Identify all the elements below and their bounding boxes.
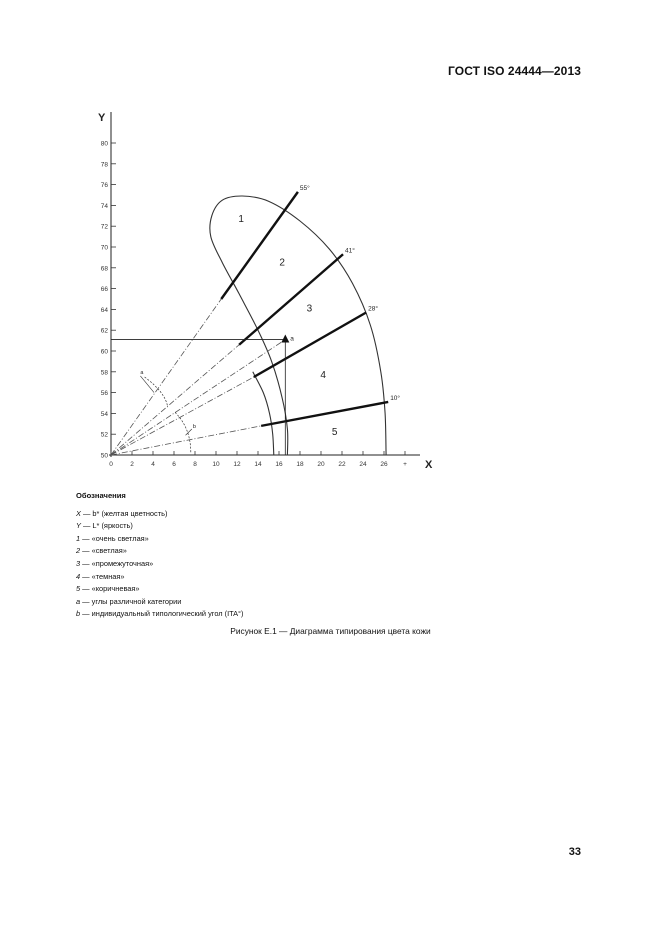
legend-text: — индивидуальный типологический угол (ITA°) [80, 609, 244, 619]
legend-items [76, 508, 243, 621]
legend-text: — «темная» [80, 571, 125, 581]
y-tick-label: 78 [100, 161, 108, 169]
category-label: 4 [320, 370, 326, 382]
y-tick-label: 60 [100, 348, 108, 356]
angle-boundary-line [221, 192, 298, 299]
legend-item [76, 520, 243, 533]
x-tick-label: 0 [109, 461, 113, 468]
inner-boundary-curve [253, 372, 274, 455]
y-tick-label: 72 [100, 223, 108, 231]
angle-arc-a [145, 377, 168, 407]
x-tick-label: 14 [254, 461, 262, 468]
legend-item [76, 583, 243, 596]
x-tick-label: 16 [275, 461, 283, 468]
y-tick-label: 56 [100, 390, 108, 398]
angle-mark-label: a [140, 369, 144, 376]
legend-symbol: 3 [76, 558, 81, 568]
legend-item [76, 533, 243, 546]
legend-symbol: a [76, 596, 81, 606]
angle-boundary-line [239, 254, 343, 344]
category-label: 2 [279, 257, 285, 269]
legend-text: — «коричневая» [80, 584, 140, 594]
y-tick-label: 68 [100, 265, 108, 273]
category-boundaries [210, 196, 386, 455]
y-tick-label: 50 [100, 452, 108, 460]
x-tick-label: 18 [296, 461, 304, 468]
y-tick-label: 74 [100, 202, 108, 210]
y-tick-label: 76 [100, 182, 108, 190]
y-tick-label: 66 [100, 286, 108, 294]
angle-label: 55° [299, 184, 310, 192]
legend-item [76, 596, 243, 609]
point-label: a [290, 335, 294, 343]
angle-boundary-line [254, 313, 366, 377]
x-tick-label: 6 [172, 461, 176, 468]
y-axis-label: Y [98, 112, 106, 124]
x-tick-label: 8 [193, 461, 197, 468]
legend-text: — b* (желтая цветность) [80, 508, 168, 518]
x-tick-label: 4 [151, 461, 155, 468]
y-tick-label: 52 [100, 431, 108, 439]
legend-symbol: X [76, 508, 81, 518]
y-tick-label: 64 [100, 306, 108, 314]
outer-boundary-curve [210, 196, 386, 455]
legend-text: — углы различной категории [80, 596, 182, 606]
chart-labels [238, 214, 337, 438]
angle-label: 10° [390, 394, 401, 402]
legend-title: Обозначения [76, 491, 126, 500]
page-number: 33 [568, 846, 581, 858]
x-tick-label: 10 [212, 461, 220, 468]
y-tick-label: 58 [100, 369, 108, 377]
y-tick-label: 80 [100, 140, 108, 148]
y-tick-label: 54 [100, 410, 108, 418]
angle-dashed-line [111, 299, 221, 455]
category-label: 3 [306, 303, 313, 315]
legend-symbol: Y [76, 521, 81, 531]
x-tick-label: + [403, 461, 407, 468]
y-tick-label: 70 [100, 244, 108, 252]
document-header: ГОСТ ISO 24444—2013 [448, 64, 581, 78]
x-axis-label: X [425, 459, 433, 471]
category-label: 1 [238, 214, 244, 226]
legend [76, 490, 243, 621]
legend-item [76, 571, 243, 584]
legend-item [76, 558, 243, 571]
chart-axes [98, 112, 433, 471]
angle-mark-label: b [192, 423, 196, 430]
angle-label: 41° [345, 247, 355, 255]
legend-text: — «промежуточная» [80, 558, 154, 568]
legend-symbol: 5 [76, 584, 81, 594]
legend-text: — «светлая» [80, 546, 127, 556]
x-tick-label: 2 [130, 461, 134, 468]
legend-text: — L* (яркость) [80, 521, 133, 531]
y-tick-label: 62 [100, 327, 108, 335]
measured-point [281, 335, 289, 343]
legend-symbol: 2 [76, 546, 81, 556]
angle-dashed-line [111, 377, 254, 455]
x-tick-label: 20 [317, 461, 325, 468]
legend-item [76, 545, 243, 558]
x-tick-label: 12 [233, 461, 241, 468]
angle-dashed-line [111, 345, 239, 455]
legend-symbol: 1 [76, 533, 81, 543]
x-tick-label: 22 [338, 461, 346, 468]
angle-lines [111, 184, 400, 455]
ita-dashed-line [111, 340, 285, 455]
legend-text: — «очень светлая» [80, 533, 149, 543]
category-label: 5 [331, 427, 338, 439]
legend-item [76, 608, 243, 621]
callout-line-a [140, 376, 154, 393]
x-tick-label: 26 [380, 461, 388, 468]
x-tick-label: 24 [359, 461, 367, 468]
angle-boundary-line [261, 402, 388, 426]
legend-symbol: 4 [76, 571, 81, 581]
legend-item [76, 508, 243, 521]
legend-symbol: b [76, 609, 81, 619]
angle-label: 28° [368, 305, 378, 313]
figure-caption: Рисунок Е.1 — Диаграмма типирования цвета кожи [230, 626, 431, 636]
